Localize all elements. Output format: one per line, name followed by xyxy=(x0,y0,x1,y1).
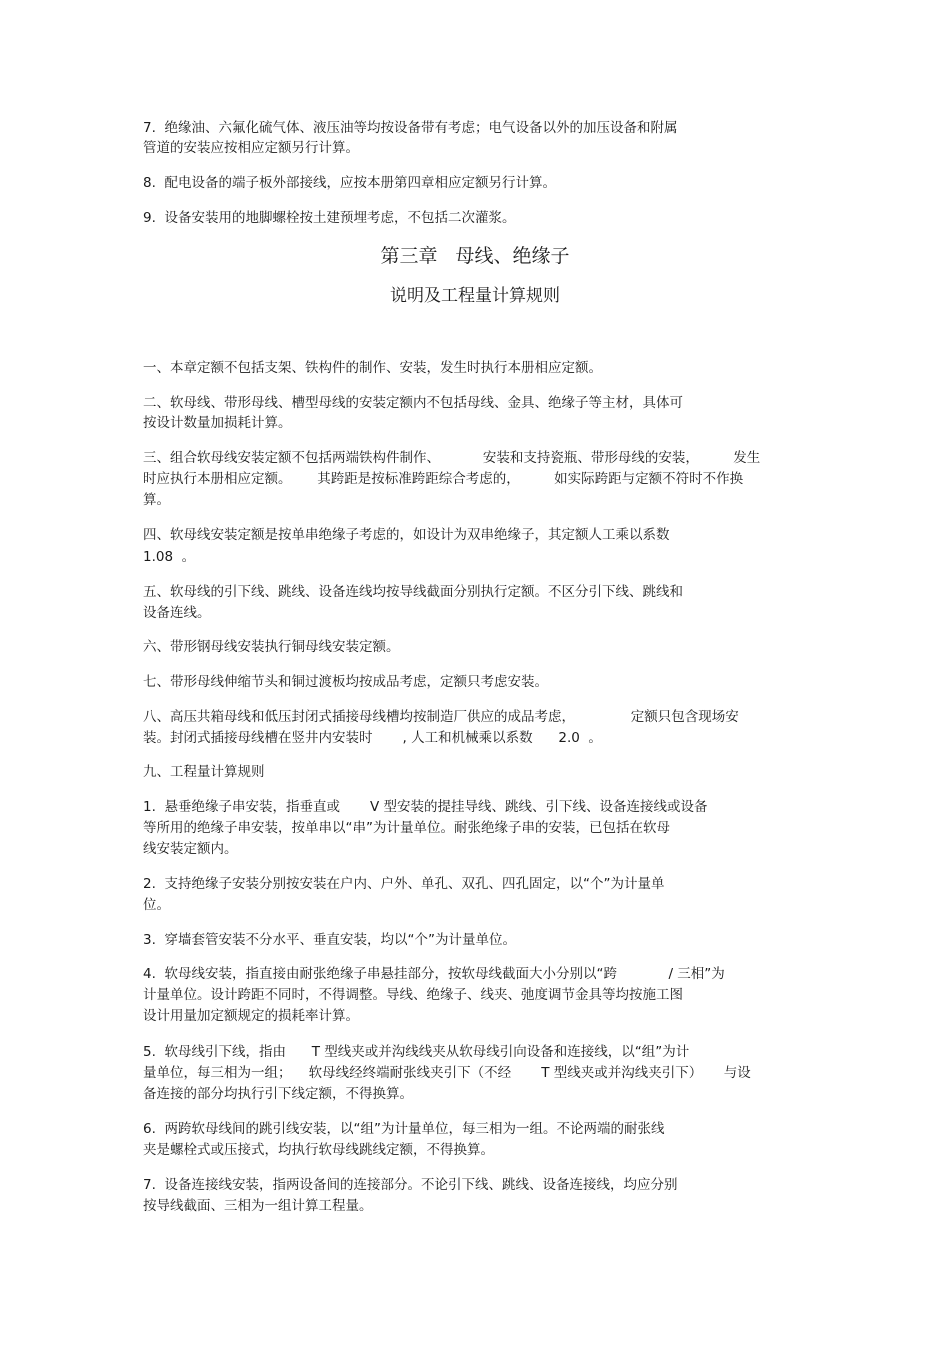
text-line: 装。封闭式插接母线槽在竖井内安装时 , 人工和机械乘以系数 2.0 。 xyxy=(143,730,602,746)
chapter-title: 第三章 母线、绝缘子 xyxy=(380,245,570,267)
text-line: 按设计数量加损耗计算。 xyxy=(143,415,292,431)
text-line: 7. 设备连接线安装，指两设备间的连接部分。不论引下线、跳线、设备连接线，均应分别 xyxy=(143,1177,678,1193)
text-line: 按导线截面、三相为一组计算工程量。 xyxy=(143,1198,373,1214)
text-line: 七、带形母线伸缩节头和铜过渡板均按成品考虑，定额只考虑安装。 xyxy=(143,674,548,690)
text-line: 算。 xyxy=(143,492,170,508)
text-line: 一、本章定额不包括支架、铁构件的制作、安装，发生时执行本册相应定额。 xyxy=(143,360,602,376)
text-line: 计量单位。设计跨距不同时，不得调整。导线、绝缘子、线夹、弛度调节金具等均按施工图 xyxy=(143,987,683,1003)
text-line: 三、组合软母线安装定额不包括两端铁构件制作、 安装和支持瓷瓶、带形母线的安装， 发生 xyxy=(143,450,761,466)
text-line: 设备连线。 xyxy=(143,605,211,621)
text-line: 夹是螺栓式或压接式，均执行软母线跳线定额，不得换算。 xyxy=(143,1142,494,1158)
text-line: 等所用的绝缘子串安装，按单串以“串”为计量单位。耐张绝缘子串的安装，已包括在软母 xyxy=(143,820,670,836)
text-line: 管道的安装应按相应定额另行计算。 xyxy=(143,140,359,156)
text-line: 六、带形钢母线安装执行铜母线安装定额。 xyxy=(143,639,400,655)
text-line: 3. 穿墙套管安装不分水平、垂直安装，均以“个”为计量单位。 xyxy=(143,932,516,948)
text-line: 5. 软母线引下线，指由 T 型线夹或并沟线线夹从软母线引向设备和连接线，以“组”为计 xyxy=(143,1044,690,1060)
text-line: 9. 设备安装用的地脚螺栓按土建预埋考虑，不包括二次灌浆。 xyxy=(143,210,516,226)
text-line: 8. 配电设备的端子板外部接线，应按本册第四章相应定额另行计算。 xyxy=(143,175,556,191)
text-line: 备连接的部分均执行引下线定额，不得换算。 xyxy=(143,1086,413,1102)
text-line: 九、工程量计算规则 xyxy=(143,764,265,780)
text-line: 量单位，每三相为一组； 软母线经终端耐张线夹引下（不经 T 型线夹或并沟线夹引下） 与设 xyxy=(143,1065,751,1081)
text-line: 八、高压共箱母线和低压封闭式插接母线槽均按制造厂供应的成品考虑， 定额只包含现场安 xyxy=(143,709,739,725)
text-line: 7. 绝缘油、六氟化硫气体、液压油等均按设备带有考虑；电气设备以外的加压设备和附属 xyxy=(143,120,678,136)
text-line: 1.08 。 xyxy=(143,549,196,565)
text-line: 时应执行本册相应定额。 其跨距是按标准跨距综合考虑的， 如实际跨距与定额不符时不作换 xyxy=(143,471,744,487)
text-line: 设计用量加定额规定的损耗率计算。 xyxy=(143,1008,359,1024)
section-subtitle: 说明及工程量计算规则 xyxy=(390,286,560,306)
text-line: 4. 软母线安装，指直接由耐张绝缘子串悬挂部分，按软母线截面大小分别以“跨 / 三相”为 xyxy=(143,966,725,982)
text-line: 五、软母线的引下线、跳线、设备连线均按导线截面分别执行定额。不区分引下线、跳线和 xyxy=(143,584,683,600)
text-line: 四、软母线安装定额是按单串绝缘子考虑的，如设计为双串绝缘子，其定额人工乘以系数 xyxy=(143,527,670,543)
text-line: 2. 支持绝缘子安装分别按安装在户内、户外、单孔、双孔、四孔固定，以“个”为计量单 xyxy=(143,876,665,892)
text-line: 1. 悬垂绝缘子串安装，指垂直或 V 型安装的提挂导线、跳线、引下线、设备连接线或设备 xyxy=(143,799,708,815)
text-line: 线安装定额内。 xyxy=(143,841,238,857)
text-line: 位。 xyxy=(143,897,170,913)
text-line: 6. 两跨软母线间的跳引线安装，以“组”为计量单位，每三相为一组。不论两端的耐张线 xyxy=(143,1121,665,1137)
text-line: 二、软母线、带形母线、槽型母线的安装定额内不包括母线、金具、绝缘子等主材，具体可 xyxy=(143,395,683,411)
